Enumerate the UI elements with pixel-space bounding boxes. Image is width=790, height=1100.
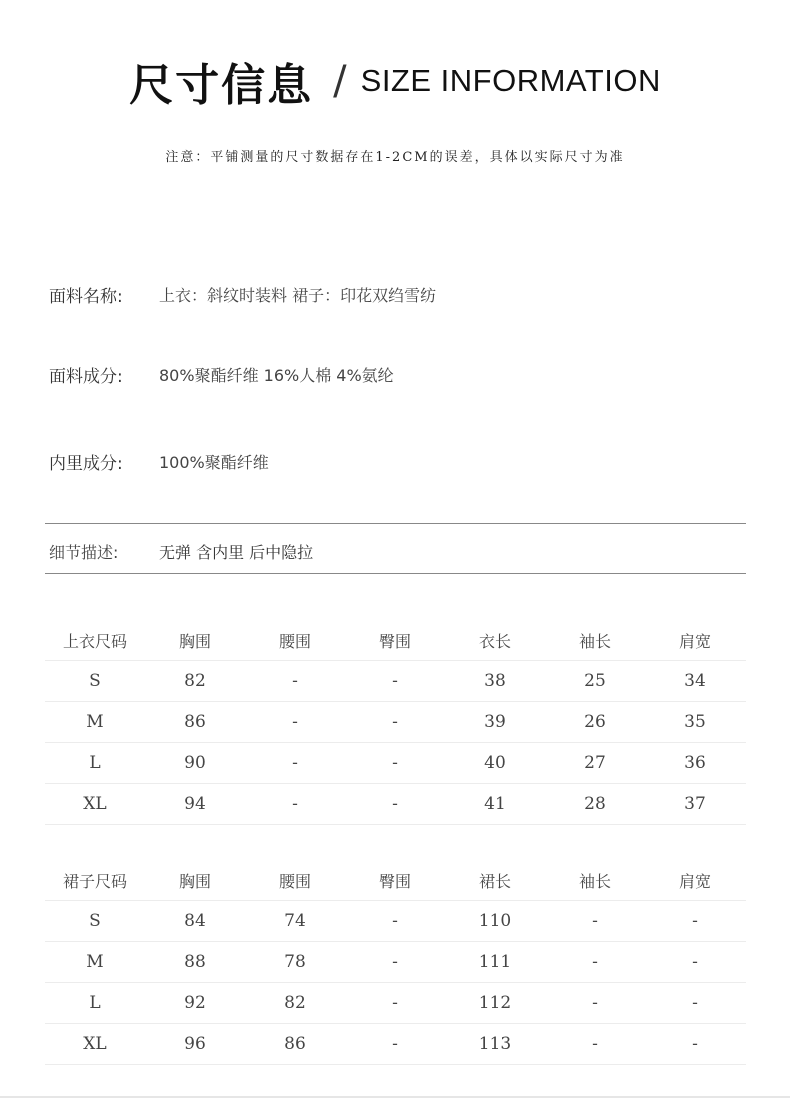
- skirt-table-row: [45, 942, 746, 983]
- detail-bottom-divider: [45, 573, 746, 574]
- fabric-composition-label: 面料成分:: [49, 366, 123, 387]
- skirt-table-cell: 86: [284, 1034, 306, 1054]
- top-size-table: [45, 620, 746, 825]
- top-table-cell: -: [392, 712, 398, 732]
- skirt-table-cell: 74: [284, 911, 306, 931]
- measurement-note: 注意：平铺测量的尺寸数据存在1-2CM的误差，具体以实际尺寸为准: [165, 150, 625, 165]
- skirt-table-cell: -: [592, 952, 598, 972]
- fabric-composition-row: [49, 362, 394, 386]
- lining-composition-row: [49, 449, 269, 473]
- detail-value: 无弹 含内里 后中隐拉: [159, 542, 314, 562]
- title-chinese: 尺寸信息: [129, 60, 314, 111]
- top-table-header-cell: 腰围: [278, 631, 311, 651]
- top-table-header-cell: 胸围: [178, 631, 211, 651]
- skirt-table-header-cell: 臀围: [378, 871, 411, 891]
- skirt-table-row: [45, 1024, 746, 1065]
- title-slash: /: [333, 58, 347, 104]
- skirt-table-header-cell: 腰围: [278, 871, 311, 891]
- top-table-cell: 27: [584, 753, 606, 773]
- top-table-cell: XL: [83, 794, 107, 814]
- lining-composition-value: 100%聚酯纤维: [159, 452, 269, 472]
- top-table-cell: 86: [184, 712, 206, 732]
- skirt-table-cell: M: [86, 952, 104, 972]
- skirt-table-cell: 112: [478, 993, 512, 1013]
- title-english: SIZE INFORMATION: [360, 63, 661, 98]
- skirt-table-cell: 113: [478, 1034, 512, 1054]
- top-table-cell: -: [292, 794, 298, 814]
- top-table-cell: M: [86, 712, 104, 732]
- top-table-cell: 28: [584, 794, 606, 814]
- top-table-cell: 41: [484, 794, 506, 814]
- skirt-table-row: [45, 901, 746, 942]
- skirt-table-row: [45, 983, 746, 1024]
- top-table-cell: 40: [484, 753, 506, 773]
- top-table-cell: -: [292, 712, 298, 732]
- top-table-cell: 34: [684, 671, 706, 691]
- top-table-cell: -: [292, 753, 298, 773]
- skirt-table-cell: -: [592, 1034, 598, 1054]
- skirt-table-cell: -: [692, 952, 698, 972]
- skirt-size-table: [45, 860, 746, 1065]
- skirt-table-header-cell: 裙长: [478, 871, 511, 891]
- skirt-table-header-cell: 肩宽: [678, 871, 711, 891]
- fabric-composition-value: 80%聚酯纤维 16%人棉 4%氨纶: [159, 365, 394, 385]
- top-table-cell: -: [392, 671, 398, 691]
- skirt-table-header-cell: 胸围: [178, 871, 211, 891]
- top-table-cell: 38: [484, 671, 506, 691]
- skirt-table-cell: XL: [83, 1034, 107, 1054]
- top-table-cell: L: [89, 753, 101, 773]
- lining-composition-label: 内里成分:: [49, 453, 123, 474]
- top-table-cell: 90: [184, 753, 206, 773]
- skirt-table-cell: 78: [284, 952, 306, 972]
- skirt-table-cell: -: [592, 993, 598, 1013]
- top-table-cell: 39: [484, 712, 506, 732]
- skirt-table-cell: 88: [184, 952, 206, 972]
- skirt-table-cell: -: [592, 911, 598, 931]
- skirt-table-header-row: [45, 860, 746, 901]
- skirt-table-cell: -: [392, 993, 398, 1013]
- fabric-name-value: 上衣：斜纹时装料 裙子：印花双绉雪纺: [159, 285, 437, 305]
- top-table-cell: 26: [584, 712, 606, 732]
- skirt-table-header-cell: 裙子尺码: [62, 871, 127, 891]
- top-table-cell: 82: [184, 671, 206, 691]
- skirt-table-cell: 82: [284, 993, 306, 1013]
- top-table-cell: S: [89, 671, 101, 691]
- skirt-table-cell: -: [692, 1034, 698, 1054]
- skirt-table-cell: -: [392, 952, 398, 972]
- top-table-row: [45, 784, 746, 825]
- top-table-cell: 37: [684, 794, 706, 814]
- bottom-divider: [0, 1096, 790, 1098]
- top-table-cell: -: [392, 753, 398, 773]
- skirt-table-cell: -: [692, 911, 698, 931]
- top-table-row: [45, 743, 746, 784]
- skirt-table-cell: -: [392, 1034, 398, 1054]
- fabric-name-row: [49, 282, 436, 306]
- skirt-table-cell: S: [89, 911, 101, 931]
- skirt-table-cell: 96: [184, 1034, 206, 1054]
- skirt-table-cell: L: [89, 993, 101, 1013]
- detail-label: 细节描述:: [49, 542, 119, 562]
- skirt-table-cell: 111: [478, 952, 512, 972]
- top-table-cell: 36: [684, 753, 706, 773]
- skirt-table-cell: 84: [184, 911, 206, 931]
- skirt-table-header-cell: 袖长: [578, 871, 611, 891]
- top-table-header-cell: 袖长: [578, 631, 611, 651]
- top-table-row: [45, 702, 746, 743]
- fabric-name-label: 面料名称:: [49, 286, 123, 307]
- top-table-row: [45, 661, 746, 702]
- top-table-cell: -: [292, 671, 298, 691]
- top-table-header-cell: 臀围: [378, 631, 411, 651]
- skirt-table-cell: 92: [184, 993, 206, 1013]
- skirt-table-cell: -: [692, 993, 698, 1013]
- top-table-header-cell: 衣长: [478, 631, 511, 651]
- top-table-header-cell: 上衣尺码: [62, 631, 127, 651]
- top-table-header-cell: 肩宽: [678, 631, 711, 651]
- top-table-cell: 94: [184, 794, 206, 814]
- skirt-table-cell: -: [392, 911, 398, 931]
- top-table-cell: 25: [584, 671, 606, 691]
- detail-row: [49, 540, 313, 562]
- detail-top-divider: [45, 523, 746, 524]
- top-table-cell: -: [392, 794, 398, 814]
- top-table-cell: 35: [684, 712, 706, 732]
- page-title: [0, 50, 790, 112]
- skirt-table-cell: 110: [478, 911, 512, 931]
- top-table-header-row: [45, 620, 746, 661]
